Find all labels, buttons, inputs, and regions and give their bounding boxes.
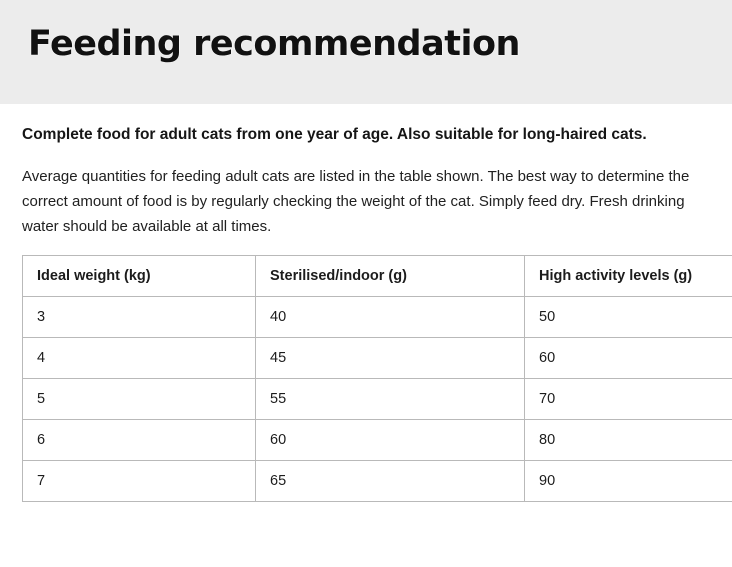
table-cell-sterilised: 45 [256, 338, 525, 379]
table-header-cell-high-activity: High activity levels (g) [525, 256, 732, 297]
table-row [23, 338, 732, 379]
table-header-cell-ideal-weight: Ideal weight (kg) [23, 256, 256, 297]
table-row [23, 379, 732, 420]
table-cell-high-activity: 50 [525, 297, 732, 338]
table-cell-weight: 6 [23, 420, 256, 461]
table-row [23, 420, 732, 461]
table-cell-sterilised: 40 [256, 297, 525, 338]
table-row [23, 461, 732, 502]
intro-lede: Complete food for adult cats from one year of age. Also suitable for long-haired cats. [22, 126, 647, 143]
page-header [0, 0, 732, 104]
table-cell-sterilised: 55 [256, 379, 525, 420]
table-cell-weight: 4 [23, 338, 256, 379]
table-header-cell-sterilised-indoor: Sterilised/indoor (g) [256, 256, 525, 297]
table-cell-sterilised: 60 [256, 420, 525, 461]
table-cell-weight: 5 [23, 379, 256, 420]
page-content [0, 104, 732, 502]
feeding-table [22, 255, 732, 502]
page-title: Feeding recommendation [28, 24, 520, 64]
table-head [23, 256, 732, 297]
table-cell-high-activity: 70 [525, 379, 732, 420]
table-cell-weight: 7 [23, 461, 256, 502]
table-header-row [23, 256, 732, 297]
table-cell-high-activity: 90 [525, 461, 732, 502]
table-cell-high-activity: 60 [525, 338, 732, 379]
intro-paragraph: Average quantities for feeding adult cats are listed in the table shown. The best way to determine the correct amount of food is by regularly checking the weight of the cat. Simply feed dry. Fresh drinking water should be available at all times. [22, 168, 690, 235]
table-cell-sterilised: 65 [256, 461, 525, 502]
table-cell-weight: 3 [23, 297, 256, 338]
table-row [23, 297, 732, 338]
table-body [23, 297, 732, 502]
table-cell-high-activity: 80 [525, 420, 732, 461]
